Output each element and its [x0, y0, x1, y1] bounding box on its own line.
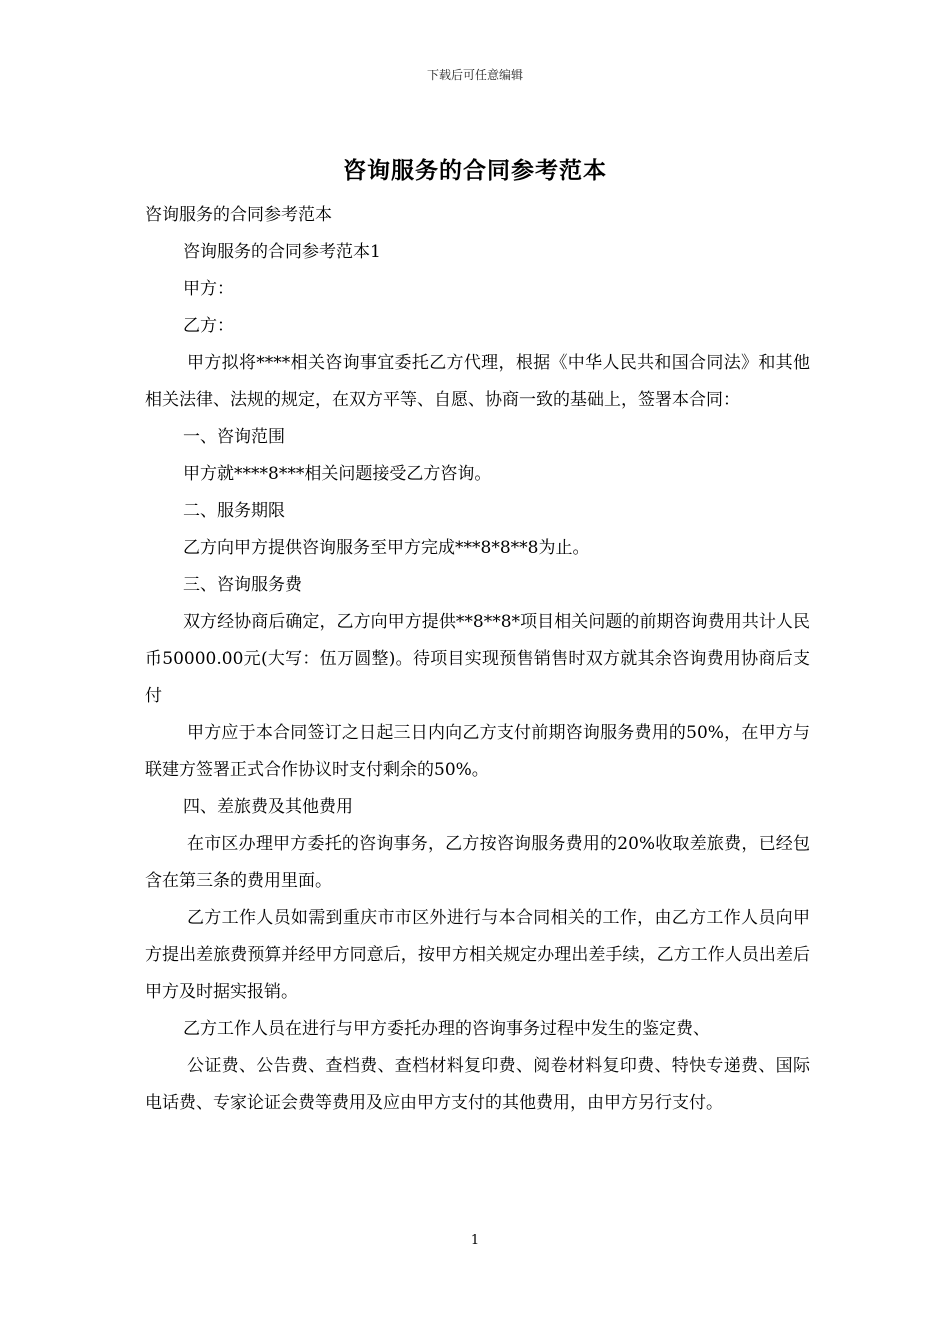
fee-paragraph: 双方经协商后确定，乙方向甲方提供**8**8*项目相关问题的前期咨询费用共计人民币50000.00元(大写：伍万圆整)。待项目实现预售销售时双方就其余咨询费用协商后支付	[145, 612, 810, 706]
contract-heading-paragraph: 咨询服务的合同参考范本1	[183, 242, 381, 262]
document-body	[145, 197, 810, 1122]
section-heading-fee: 三、咨询服务费	[183, 575, 302, 595]
preamble-paragraph: 甲方拟将****相关咨询事宜委托乙方代理，根据《中华人民共和国合同法》和其他相关法律、法规的规定，在双方平等、自愿、协商一致的基础上，签署本合同：	[145, 353, 810, 410]
header-note: 下载后可任意编辑	[426, 68, 523, 82]
document-title: 咨询服务的合同参考范本	[343, 157, 607, 184]
section-heading-expenses: 四、差旅费及其他费用	[183, 797, 353, 817]
page-number: 1	[470, 1233, 480, 1248]
additional-fees-paragraph: 公证费、公告费、查档费、查档材料复印费、阅卷材料复印费、特快专递费、国际电话费、专家论证会费等费用及应由甲方支付的其他费用，由甲方另行支付。	[145, 1056, 810, 1113]
subtitle-paragraph: 咨询服务的合同参考范本	[145, 205, 332, 225]
party-b-line: 乙方：	[183, 316, 234, 336]
party-a-line: 甲方：	[183, 279, 234, 299]
section-heading-term: 二、服务期限	[183, 501, 285, 521]
term-paragraph: 乙方向甲方提供咨询服务至甲方完成***8*8**8为止。	[183, 538, 590, 558]
section-heading-scope: 一、咨询范围	[183, 427, 285, 447]
payment-paragraph: 甲方应于本合同签订之日起三日内向乙方支付前期咨询服务费用的50%，在甲方与联建方签署正式合作协议时支付剩余的50%。	[145, 723, 810, 780]
other-expenses-paragraph: 乙方工作人员在进行与甲方委托办理的咨询事务过程中发生的鉴定费、	[183, 1019, 710, 1039]
travel-budget-paragraph: 乙方工作人员如需到重庆市市区外进行与本合同相关的工作，由乙方工作人员向甲方提出差旅费预算并经甲方同意后，按甲方相关规定办理出差手续，乙方工作人员出差后甲方及时据实报销。	[145, 908, 810, 1002]
scope-paragraph: 甲方就****8***相关问题接受乙方咨询。	[183, 464, 492, 484]
travel-fee-paragraph: 在市区办理甲方委托的咨询事务，乙方按咨询服务费用的20%收取差旅费，已经包含在第三条的费用里面。	[145, 834, 810, 891]
